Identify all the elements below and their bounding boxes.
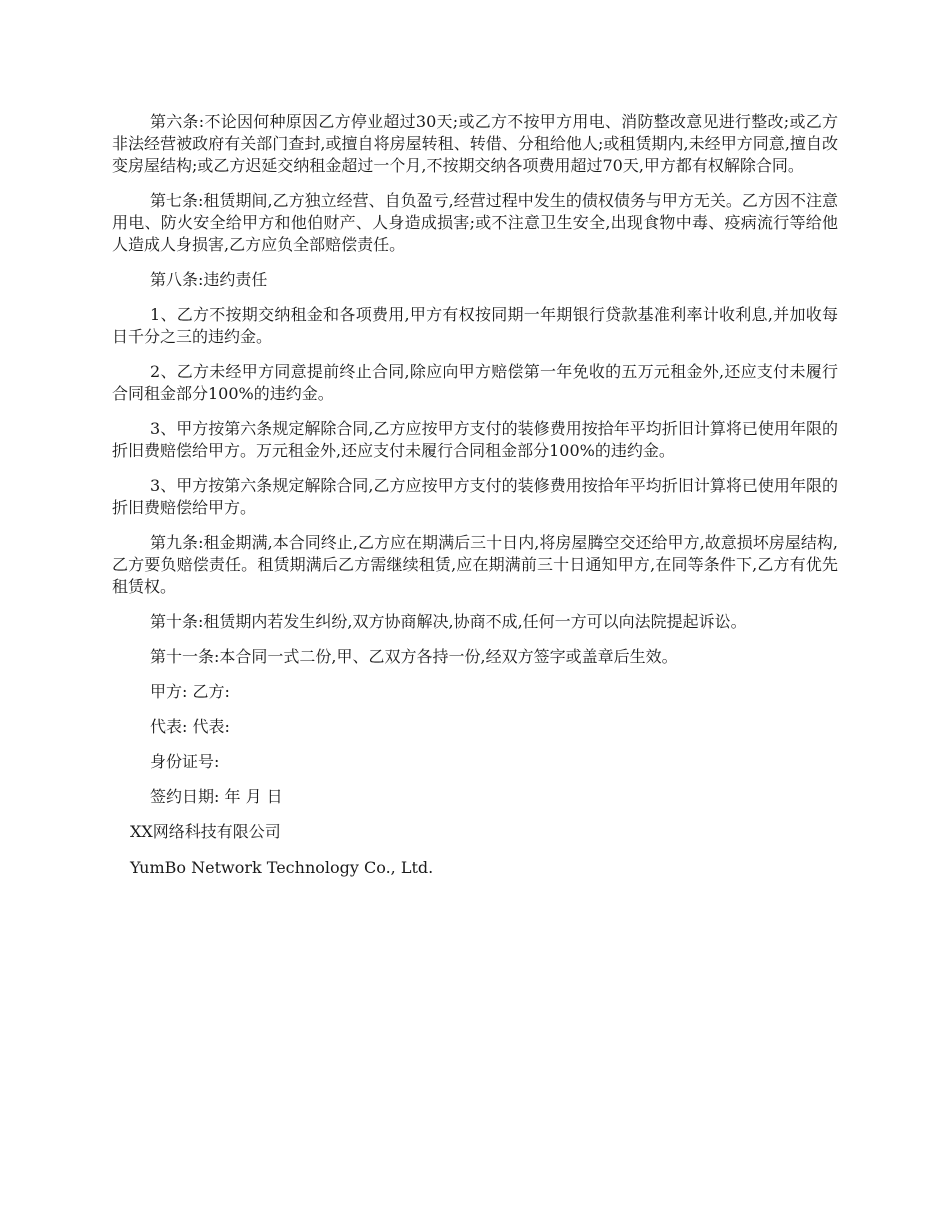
signature-representatives: 代表: 代表:	[150, 717, 230, 736]
signature-date: 签约日期: 年 月 日	[150, 787, 283, 806]
clause-11: 第十一条:本合同一式二份,甲、乙双方各持一份,经双方签字或盖章后生效。	[150, 647, 678, 666]
company-name-chinese: XX网络科技有限公司	[130, 822, 281, 841]
clause-7: 第七条:租赁期间,乙方独立经营、自负盈亏,经营过程中发生的债权债务与甲方无关。乙方因不注意用电、防火安全给甲方和他伯财产、人身造成损害;或不注意卫生安全,出现食物中毒、疫病流行等给他人造成人身损害,乙方应负全部赔偿责任。	[112, 191, 838, 254]
document-page	[112, 111, 838, 893]
clause-8-item-1: 1、乙方不按期交纳租金和各项费用,甲方有权按同期一年期银行贷款基准利率计收利息,并加收每日千分之三的违约金。	[112, 305, 838, 346]
clause-8-item-3-repeat: 3、甲方按第六条规定解除合同,乙方应按甲方支付的装修费用按拾年平均折旧计算将已使用年限的折旧费赔偿给甲方。	[112, 476, 838, 517]
signature-parties: 甲方: 乙方:	[150, 682, 230, 701]
clause-8-item-2: 2、乙方未经甲方同意提前终止合同,除应向甲方赔偿第一年免收的五万元租金外,还应支付未履行合同租金部分100%的违约金。	[112, 362, 838, 403]
clause-9: 第九条:租金期满,本合同终止,乙方应在期满后三十日内,将房屋腾空交还给甲方,故意损坏房屋结构,乙方要负赔偿责任。租赁期满后乙方需继续租赁,应在期满前三十日通知甲方,在同等条件下,乙方有优先租赁权。	[112, 533, 838, 596]
clause-6: 第六条:不论因何种原因乙方停业超过30天;或乙方不按甲方用电、消防整改意见进行整改;或乙方非法经营被政府有关部门查封,或擅自将房屋转租、转借、分租给他人;或租赁期内,未经甲方同意,擅自改变房屋结构;或乙方迟延交纳租金超过一个月,不按期交纳各项费用超过70天,甲方都有权解除合同。	[112, 112, 838, 175]
signature-id-number: 身份证号:	[150, 752, 220, 771]
clause-8-item-3: 3、甲方按第六条规定解除合同,乙方应按甲方支付的装修费用按拾年平均折旧计算将已使用年限的折旧费赔偿给甲方。万元租金外,还应支付未履行合同租金部分100%的违约金。	[112, 419, 838, 460]
company-name-english: YumBo Network Technology Co., Ltd.	[130, 858, 434, 877]
clause-8-heading: 第八条:违约责任	[150, 270, 268, 289]
clause-10: 第十条:租赁期内若发生纠纷,双方协商解决,协商不成,任何一方可以向法院提起诉讼。	[150, 612, 747, 631]
